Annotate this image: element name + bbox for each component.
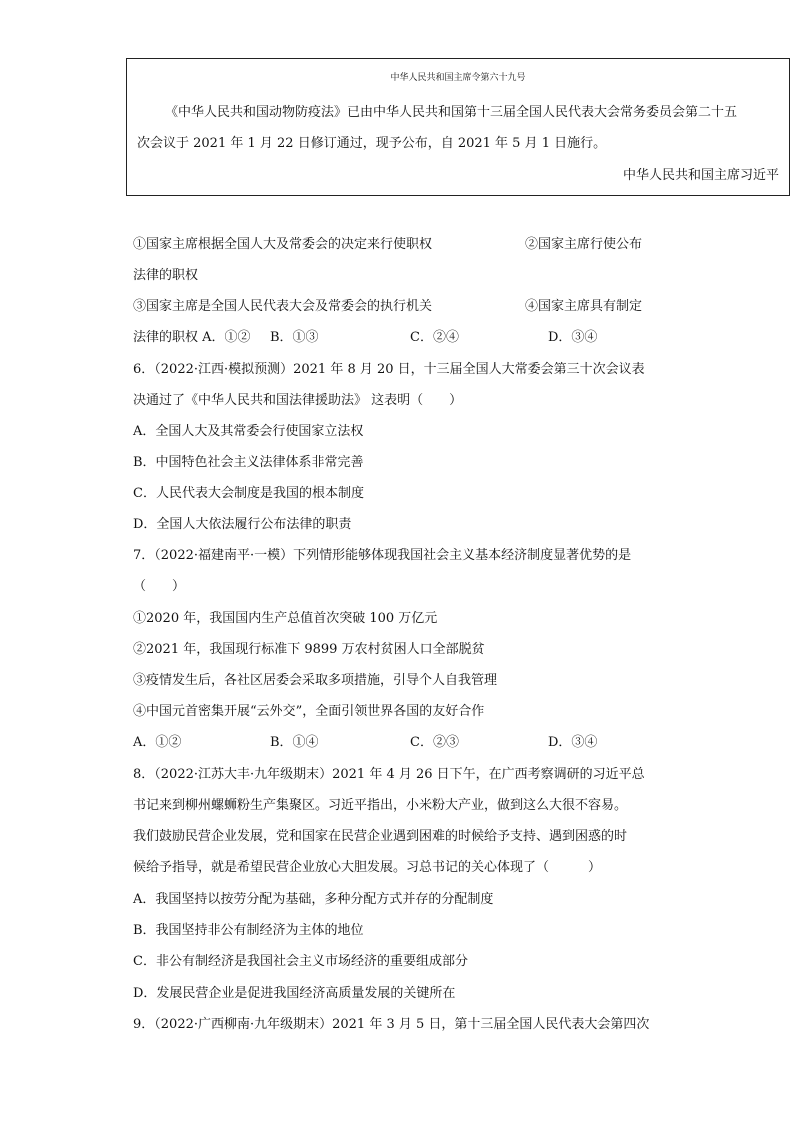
q9-stem-line-1: 9．（2022·广西柳南·九年级期末）2021 年 3 月 5 日，第十三届全国人民代表大会第四次: [133, 1017, 650, 1032]
q5-statement-1: ①国家主席根据全国人大及常委会的决定来行使职权: [133, 237, 433, 252]
q7-option-c: C．②③: [410, 735, 459, 750]
q7-option-b: B．①④: [270, 735, 319, 750]
q5-statement-3: ③国家主席是全国人民代表大会及常委会的执行机关: [133, 299, 433, 314]
q5-statement-2-cont: 法律的职权: [133, 268, 199, 283]
q8-stem-line-2: 书记来到柳州螺蛳粉生产集聚区。习近平指出，小米粉大产业，做到这么大很不容易。: [133, 798, 628, 813]
q8-option-d: D．发展民营企业是促进我国经济高质量发展的关键所在: [133, 986, 456, 1001]
decree-title: 中华人民共和国主席令第六十九号: [390, 73, 526, 83]
q7-statement-3: ③疫情发生后，各社区居委会采取多项措施，引导个人自我管理: [133, 673, 498, 688]
q6-option-b: B．中国特色社会主义法律体系非常完善: [133, 455, 364, 470]
q6-option-c: C．人民代表大会制度是我国的根本制度: [133, 486, 364, 501]
q8-stem-line-4: 候给予指导，就是希望民营企业放心大胆发展。习总书记的关心体现了（ ）: [133, 860, 602, 875]
q7-stem-line-1: 7．（2022·福建南平·一模）下列情形能够体现我国社会主义基本经济制度显著优势的是: [133, 548, 632, 563]
decree-signature: 中华人民共和国主席习近平: [622, 168, 779, 183]
q8-option-a: A．我国坚持以按劳分配为基础，多种分配方式并存的分配制度: [133, 892, 494, 907]
q5-option-c: C．②④: [410, 330, 459, 345]
q8-option-c: C．非公有制经济是我国社会主义市场经济的重要组成部分: [133, 954, 468, 969]
q7-statement-2: ②2021 年，我国现行标准下 9899 万农村贫困人口全部脱贫: [133, 642, 485, 657]
q5-statement-2: ②国家主席行使公布: [525, 237, 643, 252]
q7-option-a: A．①②: [133, 735, 182, 750]
q5-option-b: B．①③: [270, 330, 319, 345]
q7-statement-4: ④中国元首密集开展“云外交”，全面引领世界各国的友好合作: [133, 704, 485, 719]
q6-option-d: D．全国人大依法履行公布法律的职责: [133, 517, 352, 532]
q8-stem-line-1: 8．（2022·江苏大丰·九年级期末）2021 年 4 月 26 日下午，在广西考察调研的习近平总: [133, 767, 645, 782]
q7-option-d: D．③④: [548, 735, 598, 750]
q8-stem-line-3: 我们鼓励民营企业发展，党和国家在民营企业遇到困难的时候给予支持、遇到困惑的时: [133, 829, 628, 844]
q7-statement-1: ①2020 年，我国国内生产总值首次突破 100 万亿元: [133, 611, 438, 626]
q6-stem-line-1: 6．（2022·江西·模拟预测）2021 年 8 月 20 日，十三届全国人大常委会第三十次会议表: [133, 362, 645, 377]
presidential-decree-box: [126, 58, 790, 196]
q6-option-a: A．全国人大及其常委会行使国家立法权: [133, 424, 364, 439]
decree-text-line-2: 次会议于 2021 年 1 月 22 日修订通过，现予公布，自 2021 年 5 月 1 日施行。: [137, 136, 607, 151]
q5-option-d: D．③④: [548, 330, 598, 345]
q8-option-b: B．我国坚持非公有制经济为主体的地位: [133, 923, 364, 938]
q5-statement-4: ④国家主席具有制定: [525, 299, 643, 314]
q6-stem-line-2: 决通过了《中华人民共和国法律援助法》 这表明（ ）: [133, 393, 463, 408]
decree-text-line-1: 《中华人民共和国动物防疫法》已由中华人民共和国第十三届全国人民代表大会常务委员会第二十五: [165, 105, 738, 120]
q5-option-a: 法律的职权 A．①②: [133, 330, 251, 345]
q7-stem-line-2: （ ）: [133, 579, 186, 594]
